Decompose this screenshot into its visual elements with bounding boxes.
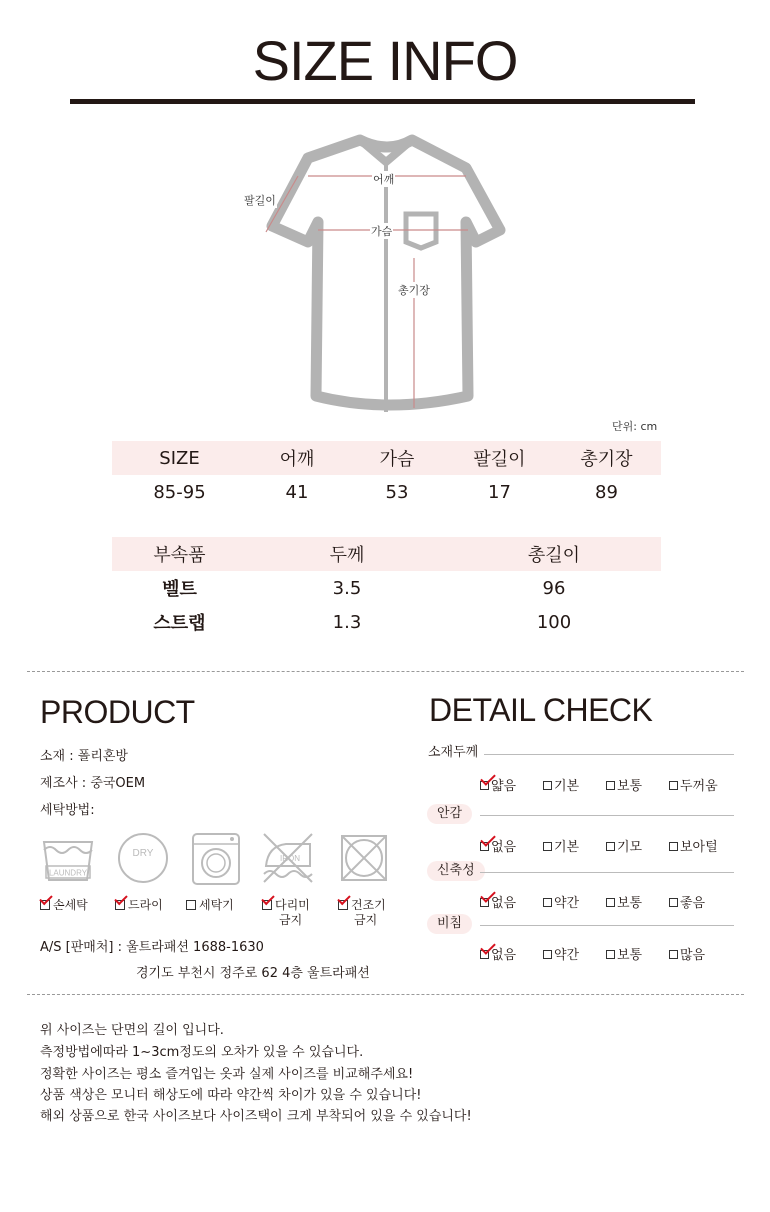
page-title: SIZE INFO bbox=[252, 29, 518, 92]
category-divider bbox=[480, 872, 734, 873]
category-lining: 안감 bbox=[427, 804, 472, 824]
option-thick: 두꺼움 bbox=[669, 775, 718, 794]
checkbox-icon bbox=[543, 898, 552, 907]
sleeve-header: 팔길이 bbox=[447, 441, 552, 475]
sleeve-label: 팔길이 bbox=[244, 194, 276, 207]
dry-clean-label: 드라이 bbox=[115, 898, 163, 913]
checkbox-icon bbox=[186, 900, 196, 910]
detail-check-title: DETAIL CHECK bbox=[429, 692, 653, 728]
dryer-label: 건조기 금지 bbox=[338, 898, 386, 928]
dry-icon-text: DRY bbox=[132, 848, 154, 859]
hand-wash-label: 손세탁 bbox=[40, 898, 88, 913]
total-length-value: 96 bbox=[542, 577, 566, 599]
option-basic: 기본 bbox=[543, 836, 579, 855]
shoulder-label: 어깨 bbox=[373, 173, 395, 186]
total-length-header: 총길이 bbox=[447, 537, 661, 571]
checkbox-icon bbox=[606, 950, 615, 959]
checkbox-icon bbox=[480, 842, 489, 851]
note-line: 측정방법에따라 1~3cm정도의 오차가 있을 수 있습니다. bbox=[40, 1045, 364, 1060]
title-divider bbox=[70, 99, 695, 104]
checkbox-icon bbox=[115, 900, 125, 910]
thickness-header: 두께 bbox=[247, 537, 447, 571]
checkbox-icon bbox=[669, 781, 678, 790]
checkbox-icon bbox=[606, 898, 615, 907]
material-info: 소재 : 폴리혼방 bbox=[40, 749, 128, 764]
dry-icon bbox=[115, 830, 171, 886]
maker-info: 제조사 : 중국OEM bbox=[40, 776, 146, 791]
chest-header: 가슴 bbox=[347, 441, 447, 475]
wash-info: 세탁방법: bbox=[40, 803, 95, 818]
checkbox-icon bbox=[669, 898, 678, 907]
option-normal: 보통 bbox=[606, 775, 642, 794]
washing-machine-icon bbox=[188, 830, 244, 886]
table-row bbox=[112, 475, 661, 509]
category-stretch: 신축성 bbox=[427, 861, 485, 881]
checkbox-icon bbox=[543, 950, 552, 959]
chest-label: 가슴 bbox=[371, 225, 393, 238]
option-many: 많음 bbox=[669, 944, 705, 963]
length-label: 총기장 bbox=[398, 284, 430, 297]
shirt-diagram bbox=[230, 118, 560, 423]
size-header: SIZE bbox=[112, 441, 247, 475]
option-none: 없음 bbox=[480, 944, 516, 963]
option-none: 없음 bbox=[480, 836, 516, 855]
shirt-illustration bbox=[230, 118, 560, 423]
checkbox-icon bbox=[40, 900, 50, 910]
size-value: 85-95 bbox=[153, 481, 206, 503]
laundry-icon-text: LAUNDRY bbox=[48, 868, 88, 878]
checkbox-icon bbox=[338, 900, 348, 910]
shoulder-value: 41 bbox=[285, 481, 309, 503]
option-boa: 보아털 bbox=[669, 836, 718, 855]
dryer-icon bbox=[336, 830, 392, 886]
category-divider bbox=[480, 815, 734, 816]
length-value: 89 bbox=[595, 481, 618, 503]
option-none: 없음 bbox=[480, 892, 516, 911]
option-thin: 얇음 bbox=[480, 775, 516, 794]
checkbox-icon bbox=[606, 781, 615, 790]
option-normal: 보통 bbox=[606, 944, 642, 963]
option-good: 좋음 bbox=[669, 892, 705, 911]
size-table bbox=[112, 441, 661, 509]
checkbox-icon bbox=[669, 950, 678, 959]
checkbox-icon bbox=[480, 898, 489, 907]
accessory-name: 스트랩 bbox=[153, 613, 206, 634]
accessory-name: 벨트 bbox=[162, 579, 197, 600]
note-line: 상품 색상은 모니터 해상도에 따라 약간씩 차이가 있을 수 있습니다! bbox=[40, 1088, 422, 1103]
checkbox-icon bbox=[606, 842, 615, 851]
checkbox-icon bbox=[543, 842, 552, 851]
accessory-header: 부속품 bbox=[112, 537, 247, 571]
note-line: 정확한 사이즈는 평소 즐겨입는 옷과 실제 사이즈를 비교해주세요! bbox=[40, 1067, 414, 1082]
table-row bbox=[112, 605, 661, 639]
table-row bbox=[112, 571, 661, 605]
option-fleece: 기모 bbox=[606, 836, 642, 855]
thickness-value: 1.3 bbox=[332, 611, 362, 633]
note-line: 위 사이즈는 단면의 길이 입니다. bbox=[40, 1023, 224, 1038]
chest-value: 53 bbox=[385, 481, 409, 503]
checkbox-icon bbox=[543, 781, 552, 790]
option-normal: 보통 bbox=[606, 892, 642, 911]
category-divider bbox=[480, 925, 734, 926]
unit-label: 단위: cm bbox=[612, 420, 658, 433]
checkbox-icon bbox=[262, 900, 272, 910]
iron-icon-text: IRON bbox=[280, 854, 300, 863]
accessory-table bbox=[112, 537, 661, 639]
option-basic: 기본 bbox=[543, 775, 579, 794]
category-see-through: 비침 bbox=[427, 914, 472, 934]
option-slight: 약간 bbox=[543, 944, 579, 963]
category-divider bbox=[484, 754, 734, 755]
shoulder-header: 어깨 bbox=[247, 441, 347, 475]
as-contact: A/S [판매처] : 울트라패션 1688-1630 bbox=[40, 940, 264, 955]
checkbox-icon bbox=[480, 950, 489, 959]
section-divider bbox=[27, 671, 744, 672]
laundry-icon bbox=[40, 830, 96, 886]
length-header: 총기장 bbox=[552, 441, 661, 475]
sleeve-value: 17 bbox=[488, 481, 511, 503]
note-line: 해외 상품으로 한국 사이즈보다 사이즈택이 크게 부착되어 있을 수 있습니다! bbox=[40, 1109, 472, 1124]
address: 경기도 부천시 정주로 62 4층 울트라패션 bbox=[136, 966, 370, 981]
size-table-header bbox=[112, 441, 661, 475]
thickness-value: 3.5 bbox=[332, 577, 362, 599]
iron-label: 다리미 금지 bbox=[262, 898, 310, 928]
category-thickness: 소재두께 bbox=[420, 743, 486, 763]
product-title: PRODUCT bbox=[40, 694, 195, 730]
option-slight: 약간 bbox=[543, 892, 579, 911]
machine-wash-label: 세탁기 bbox=[186, 898, 234, 913]
section-divider bbox=[27, 994, 744, 995]
checkbox-icon bbox=[480, 781, 489, 790]
checkbox-icon bbox=[669, 842, 678, 851]
iron-icon bbox=[260, 830, 316, 886]
accessory-table-header bbox=[112, 537, 661, 571]
total-length-value: 100 bbox=[536, 611, 572, 633]
